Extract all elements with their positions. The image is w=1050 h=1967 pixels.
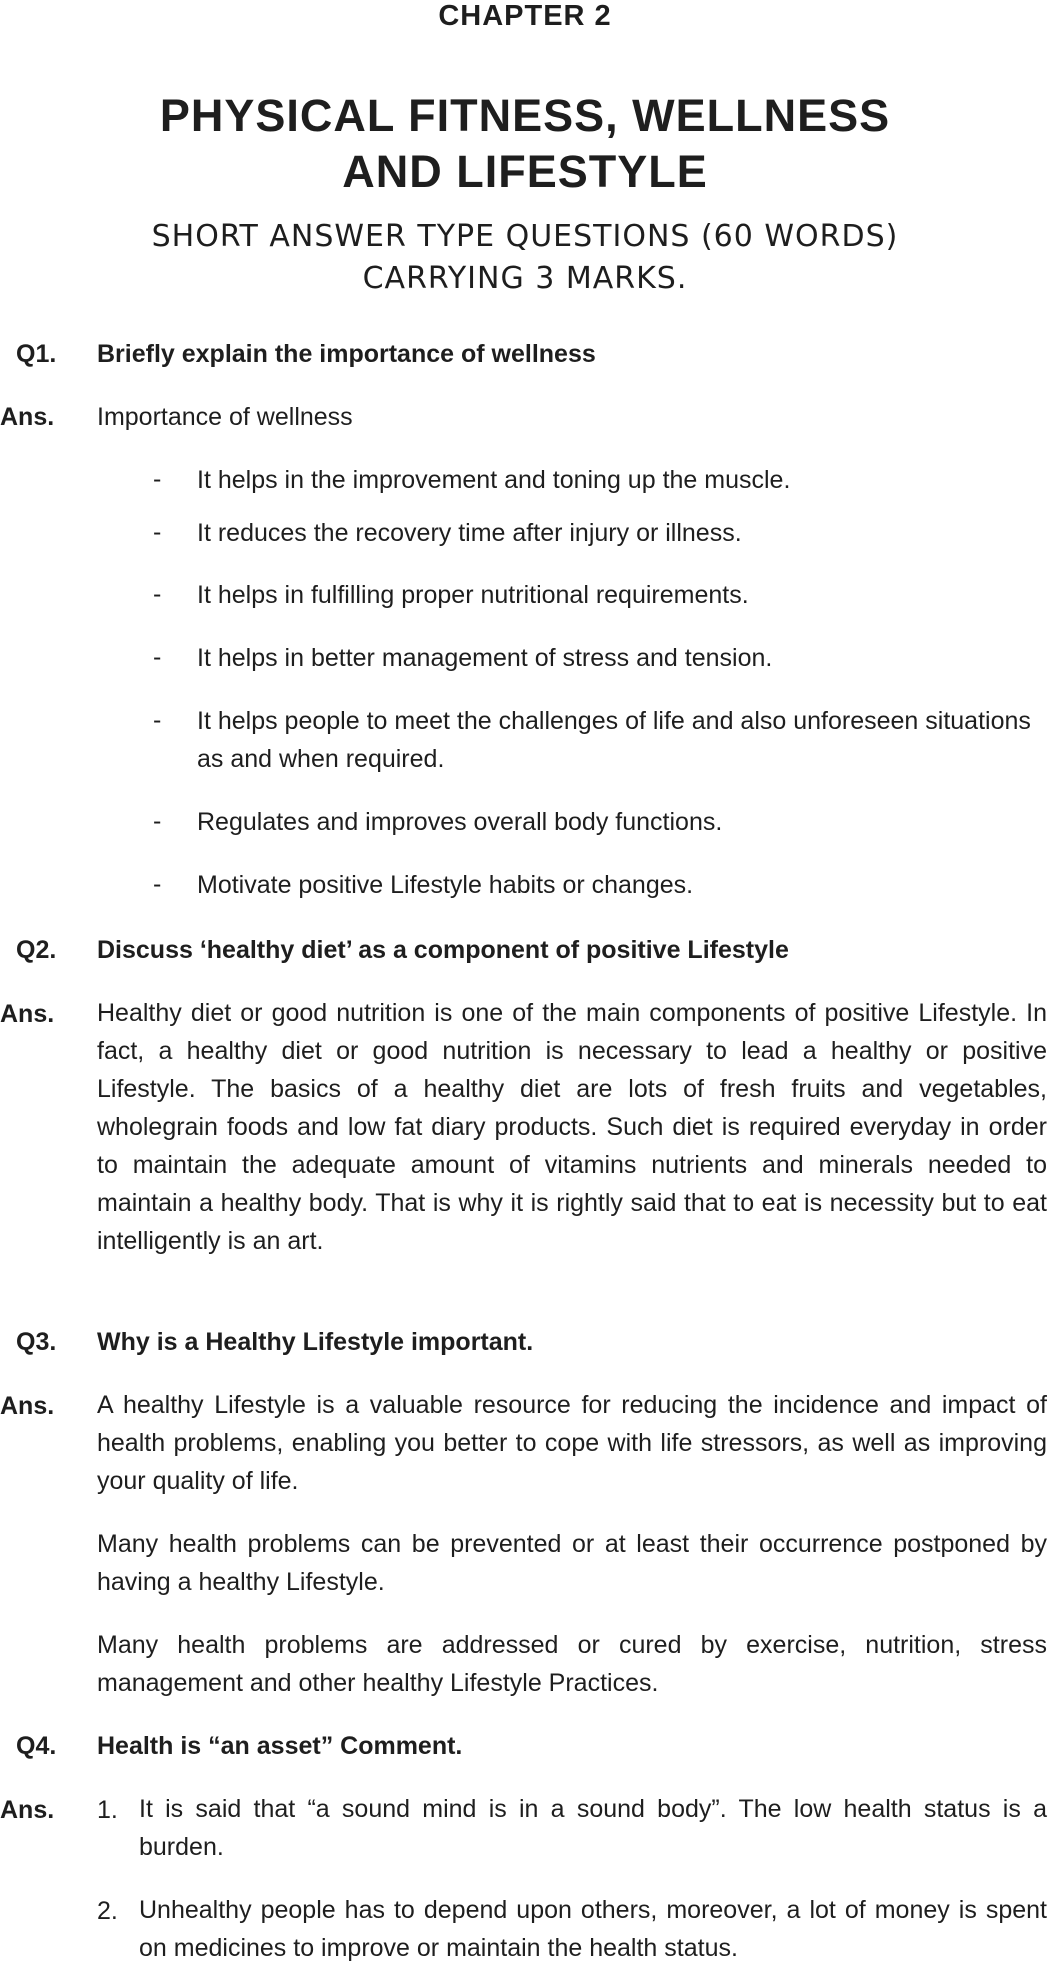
q1-bullet-3: It helps in fulfilling proper nutritional requirements. (197, 581, 749, 609)
q1-bullet-dash: - (153, 465, 162, 493)
q1-bullet-2: It reduces the recovery time after injury or illness. (197, 519, 742, 547)
q4-item-1: It is said that “a sound mind is in a sound body”. The low health status is a burden. (139, 1795, 1047, 1861)
q1-bullet-dash: - (153, 807, 162, 835)
q3-answer-paragraph-2: Many health problems can be prevented or at least their occurrence postponed by having a healthy Lifestyle. (97, 1530, 1047, 1596)
section-subtitle-line-1: SHORT ANSWER TYPE QUESTIONS (60 WORDS) (151, 219, 899, 254)
q4-answer-label: Ans. (0, 1796, 55, 1824)
q1-bullet-6: Regulates and improves overall body functions. (197, 808, 723, 836)
chapter-label: CHAPTER 2 (438, 0, 612, 32)
q4-item-number: 1. (97, 1796, 118, 1824)
q4-question: Health is “an asset” Comment. (97, 1732, 463, 1760)
q1-bullet-7: Motivate positive Lifestyle habits or changes. (197, 871, 694, 899)
q2-label: Q2. (16, 936, 57, 964)
section-subtitle (0, 216, 1050, 300)
q2-answer-label: Ans. (0, 1000, 55, 1028)
section-subtitle-line-2: CARRYING 3 MARKS. (362, 261, 688, 296)
q3-answer-paragraph-1: A healthy Lifestyle is a valuable resource for reducing the incidence and impact of health problems, enabling you better to cope with life stressors, as well as improving your quality of life. (97, 1391, 1047, 1495)
q1-bullet-4: It helps in better management of stress and tension. (197, 644, 773, 672)
q2-question: Discuss ‘healthy diet’ as a component of positive Lifestyle (97, 936, 789, 964)
q4-item-number: 2. (97, 1897, 118, 1925)
q1-answer-intro: Importance of wellness (97, 403, 353, 431)
chapter-title (0, 88, 1050, 200)
q1-question: Briefly explain the importance of wellness (97, 340, 596, 368)
q3-answer-label: Ans. (0, 1392, 55, 1420)
q1-bullet-dash: - (153, 643, 162, 671)
q3-question: Why is a Healthy Lifestyle important. (97, 1328, 534, 1356)
chapter-title-line-2: AND LIFESTYLE (342, 146, 708, 197)
q3-answer-paragraph-3: Many health problems are addressed or cured by exercise, nutrition, stress management and other healthy Lifestyle Practices. (97, 1631, 1047, 1697)
q1-bullet-dash: - (153, 706, 162, 734)
q1-bullet-dash: - (153, 518, 162, 546)
q1-label: Q1. (16, 340, 57, 368)
q1-bullet-dash: - (153, 580, 162, 608)
chapter-title-line-1: PHYSICAL FITNESS, WELLNESS (159, 90, 891, 141)
q2-answer: Healthy diet or good nutrition is one of the main components of positive Lifestyle. In fact, a healthy diet or good nutrition is necessary to lead a healthy or positive Lifestyle. The basics of a healthy diet are lots of fresh fruits and vegetables, wholegrain foods and low fat diary products. Such diet is required everyday in order to maintain the adequate amount of vitamins nutrients and minerals needed to maintain a healthy body. That is why it is rightly said that to eat is necessity but to eat intelligently is an art. (97, 999, 1047, 1255)
q1-answer-label: Ans. (0, 403, 55, 431)
q3-label: Q3. (16, 1328, 57, 1356)
q1-bullet-5: It helps people to meet the challenges of life and also unforeseen situations as and when required. (197, 707, 1031, 773)
q4-item-2: Unhealthy people has to depend upon others, moreover, a lot of money is spent on medicines to improve or maintain the health status. (139, 1896, 1047, 1962)
q4-label: Q4. (16, 1732, 57, 1760)
q1-bullet-1: It helps in the improvement and toning up the muscle. (197, 466, 791, 494)
q1-bullet-dash: - (153, 870, 162, 898)
